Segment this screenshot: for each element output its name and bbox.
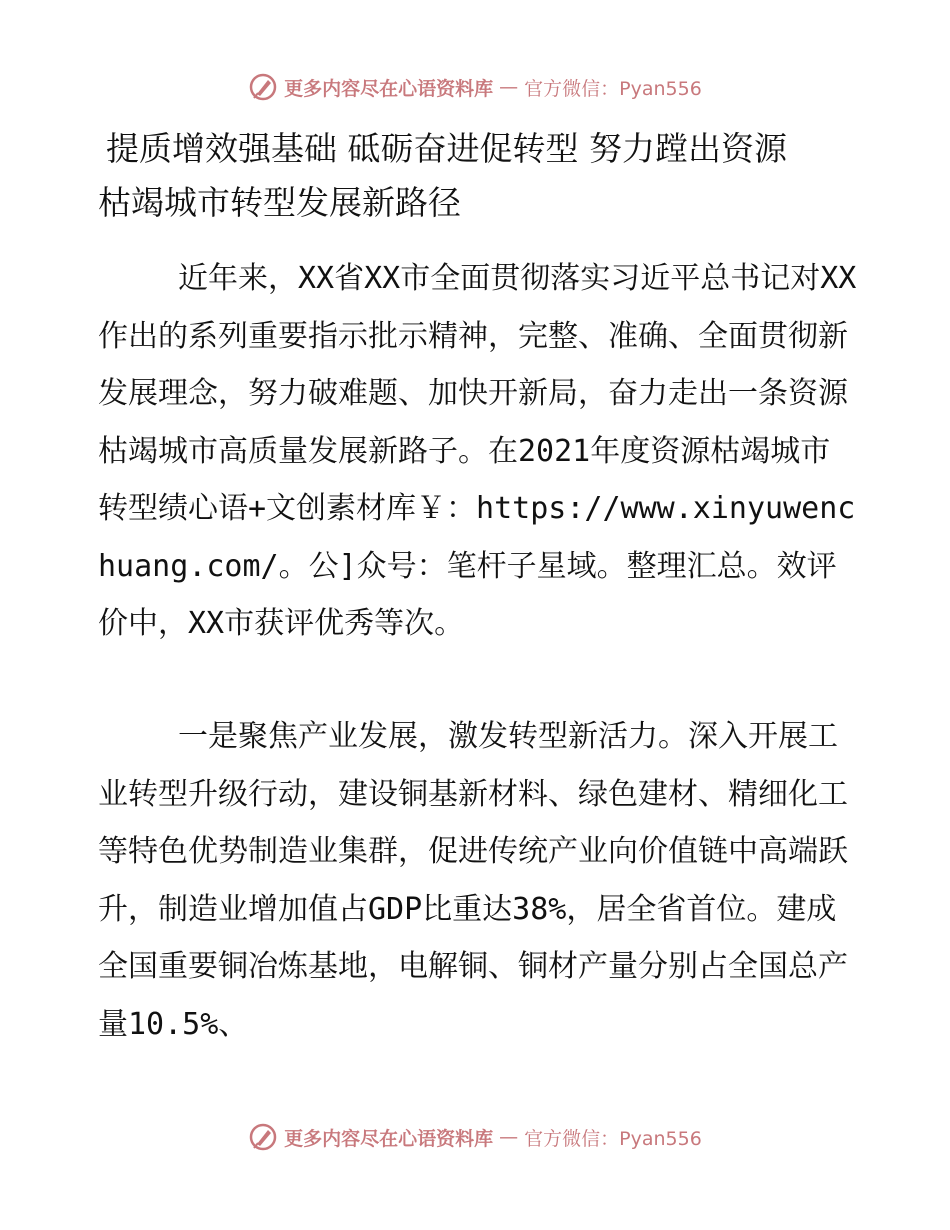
document-title [98, 122, 846, 230]
footer-wechat-text: 官方微信：Pyan556 [524, 1127, 702, 1150]
header-separator: — [499, 76, 519, 98]
quill-pen-circle-icon [248, 72, 278, 102]
title-line-2: 枯竭城市转型发展新路径 [98, 183, 461, 222]
footer-banner[interactable] [0, 1122, 950, 1152]
header-banner[interactable] [0, 72, 950, 102]
paragraph-2: 一是聚焦产业发展，激发转型新活力。深入开展工业转型升级行动，建设铜基新材料、绿色建材、精细化工等特色优势制造业集群，促进传统产业向价值链中高端跃升，制造业增加值占GDP比重达38%，居全省首位。建成全国重要铜冶炼基地，电解铜、铜材产量分别占全国总产量10.5%、 [98, 719, 848, 1042]
footer-site-text: 更多内容尽在心语资料库 [284, 1127, 494, 1150]
paragraph-1: 近年来，XX省XX市全面贯彻落实习近平总书记对XX作出的系列重要指示批示精神，完整、准确、全面贯彻新发展理念，努力破难题、加快开新局，奋力走出一条资源枯竭城市高质量发展新路子。在2021年度资源枯竭城市转型绩心语+文创素材库￥：https://www.xinyuwenchuang.com/。公]众号：笔杆子星域。整理汇总。效评价中，XX市获评优秀等次。 [98, 261, 857, 641]
header-wechat-text: 官方微信：Pyan556 [524, 77, 702, 100]
header-site-text: 更多内容尽在心语资料库 [284, 77, 494, 100]
quill-pen-circle-icon [248, 1122, 278, 1152]
footer-separator: — [499, 1126, 519, 1148]
title-line-1: 提质增效强基础 砥砺奋进促转型 努力蹚出资源 [106, 129, 787, 168]
